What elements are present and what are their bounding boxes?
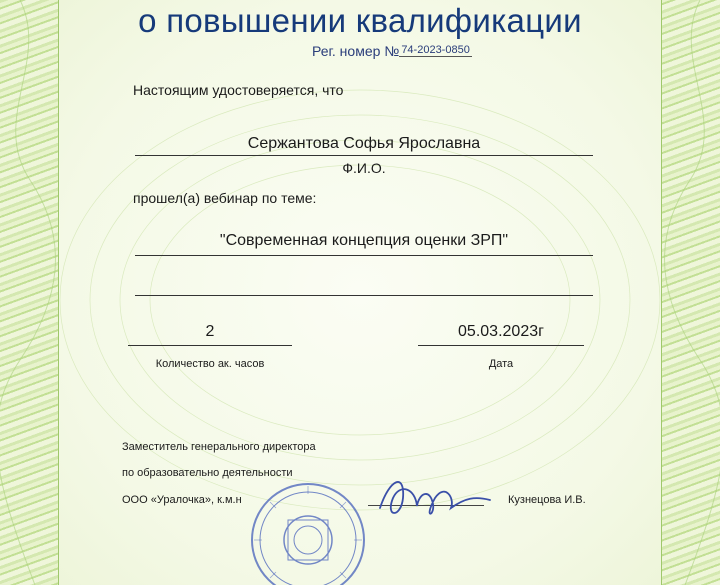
signer-position-line2: по образовательно деятельности [122,467,293,479]
date-caption: Дата [488,358,514,370]
signer-name: Кузнецова И.В. [508,494,586,506]
webinar-label: прошел(а) вебинар по теме: [133,190,317,206]
handwritten-signature [375,468,495,528]
date-value: 05.03.2023г [458,323,544,340]
reg-number-value: 74-2023-0850 [401,44,470,56]
official-stamp-icon [248,480,368,585]
hours-underline [128,345,292,346]
date-underline [418,345,584,346]
registration-number [312,43,472,59]
webinar-topic: "Современная концепция оценки ЗРП" [219,232,509,249]
full-name-caption: Ф.И.О. [342,160,386,176]
signer-position-line3: ООО «Уралочка», к.м.н [122,494,242,506]
reg-label: Рег. номер № [312,43,400,59]
certificate-title: о повышении квалификации [138,2,582,39]
full-name: Сержантова Софья Ярославна [247,135,481,152]
signer-position-line1: Заместитель генерального директора [122,441,316,453]
topic-underline [135,255,593,256]
full-name-underline [135,155,593,156]
topic-underline-2 [135,295,593,296]
intro-text: Настоящим удостоверяется, что [133,82,344,98]
hours-caption: Количество ак. часов [155,358,265,370]
hours-value: 2 [205,323,215,340]
